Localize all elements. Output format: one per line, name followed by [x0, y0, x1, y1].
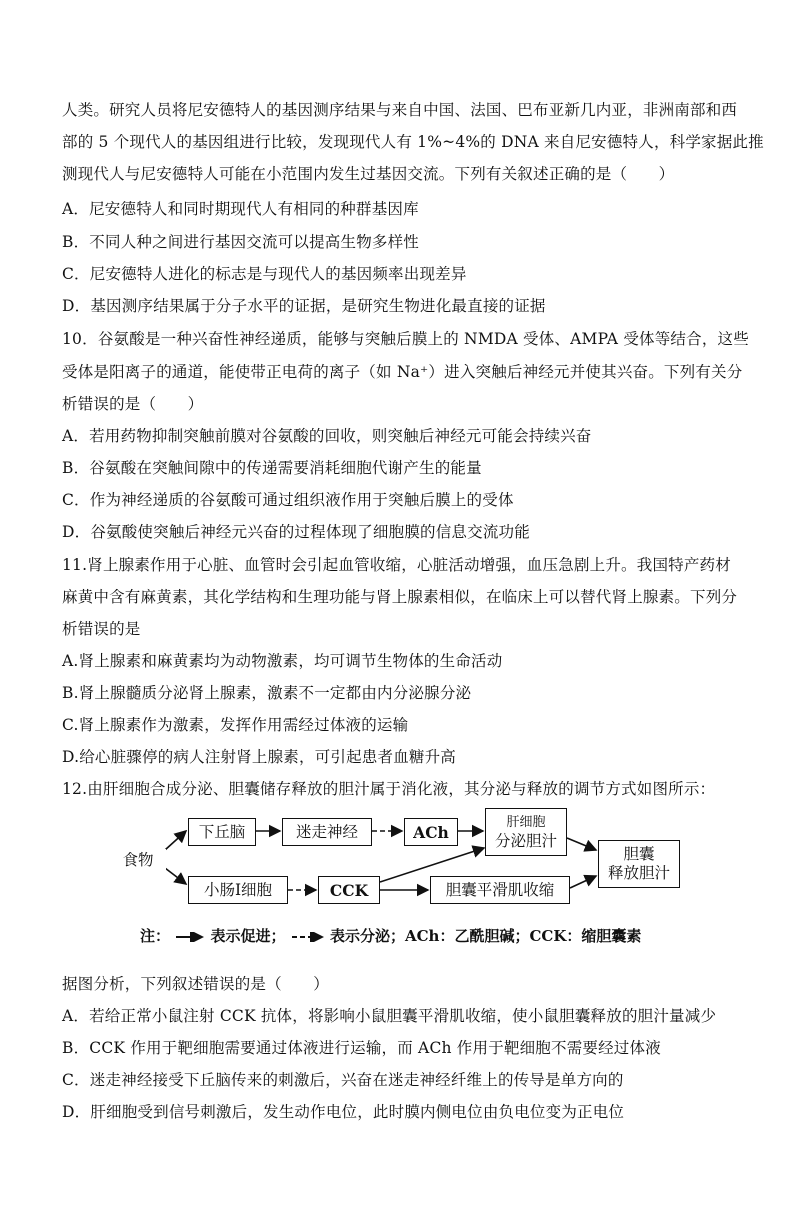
q9-option-c: C．尼安德特人进化的标志是与现代人的基因频率出现差异	[62, 265, 467, 283]
liver-cell-box	[485, 808, 567, 856]
q10-option-a: A．若用药物抑制突触前膜对谷氨酸的回收，则突触后神经元可能会持续兴奋	[62, 427, 592, 445]
gallbladder-release-box	[598, 840, 680, 888]
q11-option-d: D.给心脏骤停的病人注射肾上腺素，可引起患者血糖升高	[62, 748, 457, 766]
gallbladder-line-1: 胆囊	[623, 845, 655, 863]
q12-option-b: B．CCK 作用于靶细胞需要通过体液进行运输，而 ACh 作用于靶细胞不需要经过体液	[62, 1039, 661, 1057]
gallbladder-muscle-box: 胆囊平滑肌收缩	[430, 876, 570, 904]
intestine-cell-box: 小肠Ⅰ细胞	[188, 876, 288, 904]
solid-arrow-icon	[175, 932, 205, 942]
q11-option-b: B.肾上腺髓质分泌肾上腺素，激素不一定都由内分泌腺分泌	[62, 684, 472, 702]
gallbladder-line-2: 释放胆汁	[607, 864, 670, 882]
q10-line-3: 析错误的是（ ）	[62, 395, 204, 413]
q12-intro: 12.由肝细胞合成分泌、胆囊储存释放的胆汁属于消化液，其分泌与释放的调节方式如图所示：	[62, 780, 716, 798]
q12-option-a: A．若给正常小鼠注射 CCK 抗体，将影响小鼠胆囊平滑肌收缩，使小鼠胆囊释放的胆汁量减少	[62, 1007, 717, 1025]
arrow-liver-release	[567, 838, 596, 850]
legend-prefix: 注：	[140, 927, 171, 945]
arrow-food-hypothalamus	[165, 831, 186, 850]
q11-line-3: 析错误的是	[62, 620, 141, 638]
liver-line-1: 肝细胞	[506, 815, 546, 830]
diagram-legend	[140, 925, 641, 946]
passage-line-3: 测现代人与尼安德特人可能在小范围内发生过基因交流。下列有关叙述正确的是（ ）	[62, 165, 675, 183]
food-label: 食物	[110, 849, 166, 871]
arrow-muscle-release	[570, 876, 596, 888]
q11-option-c: C.肾上腺素作为激素，发挥作用需经过体液的运输	[62, 716, 409, 734]
vagus-nerve-box: 迷走神经	[282, 818, 372, 846]
hypothalamus-box: 下丘脑	[188, 818, 256, 846]
ach-box: ACh	[404, 818, 458, 846]
arrow-food-intestine	[165, 868, 186, 884]
q9-option-a: A．尼安德特人和同时期现代人有相同的种群基因库	[62, 200, 419, 218]
passage-line-1: 人类。研究人员将尼安德特人的基因测序结果与来自中国、法国、巴布亚新几内亚，非洲南部和西	[62, 101, 738, 119]
q9-option-b: B．不同人种之间进行基因交流可以提高生物多样性	[62, 233, 419, 251]
q11-option-a: A.肾上腺素和麻黄素均为动物激素，均可调节生物体的生命活动	[62, 652, 503, 670]
q12-option-c: C．迷走神经接受下丘脑传来的刺激后，兴奋在迷走神经纤维上的传导是单方向的	[62, 1071, 624, 1089]
q10-line-2: 受体是阳离子的通道，能使带正电荷的离子（如 Na⁺）进入突触后神经元并使其兴奋。下列有关分	[62, 363, 743, 381]
q11-line-2: 麻黄中含有麻黄素，其化学结构和生理功能与肾上腺素相似，在临床上可以替代肾上腺素。下列分	[62, 588, 738, 606]
dashed-arrow-icon	[291, 932, 325, 942]
legend-promote: 表示促进；	[210, 927, 286, 945]
q12-option-d: D．肝细胞受到信号刺激后，发生动作电位，此时膜内侧电位由负电位变为正电位	[62, 1103, 625, 1121]
q10-line-1: 10．谷氨酸是一种兴奋性神经递质，能够与突触后膜上的 NMDA 受体、AMPA 受体等结合，这些	[62, 330, 749, 348]
liver-line-2: 分泌胆汁	[494, 832, 557, 850]
cck-box: CCK	[318, 876, 380, 904]
q9-option-d: D．基因测序结果属于分子水平的证据，是研究生物进化最直接的证据	[62, 297, 546, 315]
q12-question: 据图分析，下列叙述错误的是（ ）	[62, 975, 329, 993]
q10-option-c: C．作为神经递质的谷氨酸可通过组织液作用于突触后膜上的受体	[62, 491, 514, 509]
q11-line-1: 11.肾上腺素作用于心脏、血管时会引起血管收缩，心脏活动增强，血压急剧上升。我国特产药材	[62, 556, 731, 574]
legend-secrete: 表示分泌；ACh：乙酰胆碱；CCK：缩胆囊素	[329, 927, 642, 945]
q10-option-d: D．谷氨酸使突触后神经元兴奋的过程体现了细胞膜的信息交流功能	[62, 523, 530, 541]
passage-line-2: 部的 5 个现代人的基因组进行比较，发现现代人有 1%~4%的 DNA 来自尼安德特人，科学家据此推	[62, 133, 764, 151]
q10-option-b: B．谷氨酸在突触间隙中的传递需要消耗细胞代谢产生的能量	[62, 459, 482, 477]
